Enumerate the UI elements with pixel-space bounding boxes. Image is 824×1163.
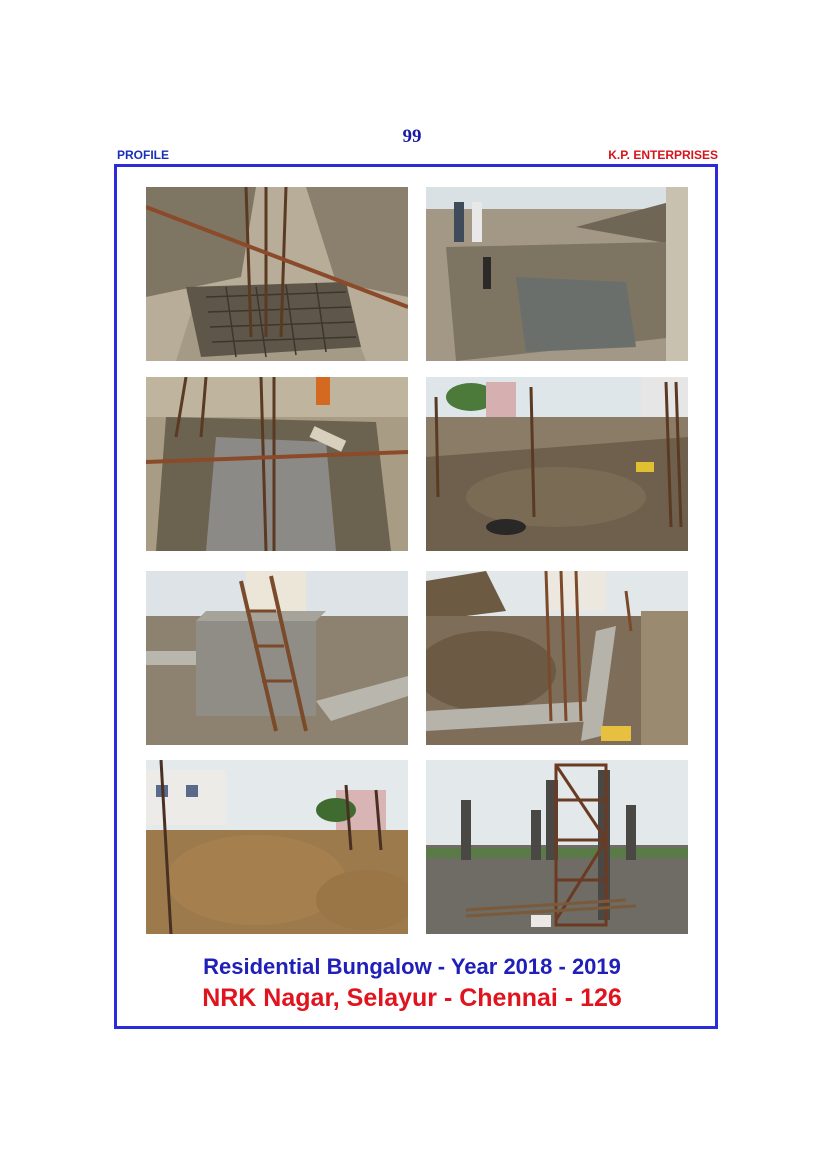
site-photo-6 xyxy=(426,571,688,745)
caption-project-location: NRK Nagar, Selayur - Chennai - 126 xyxy=(202,984,622,1012)
caption-project-title: Residential Bungalow - Year 2018 - 2019 xyxy=(203,954,621,979)
site-photo-5 xyxy=(146,571,408,745)
header-company-label: K.P. ENTERPRISES xyxy=(608,148,718,162)
site-photo-7 xyxy=(146,760,408,934)
site-photo-4 xyxy=(426,377,688,551)
header-profile-label: PROFILE xyxy=(117,148,170,162)
page-number: 99 xyxy=(402,126,422,147)
site-photo-8 xyxy=(426,760,688,934)
site-photo-3 xyxy=(146,377,408,551)
site-photo-1 xyxy=(146,187,408,361)
site-photo-2 xyxy=(426,187,688,361)
